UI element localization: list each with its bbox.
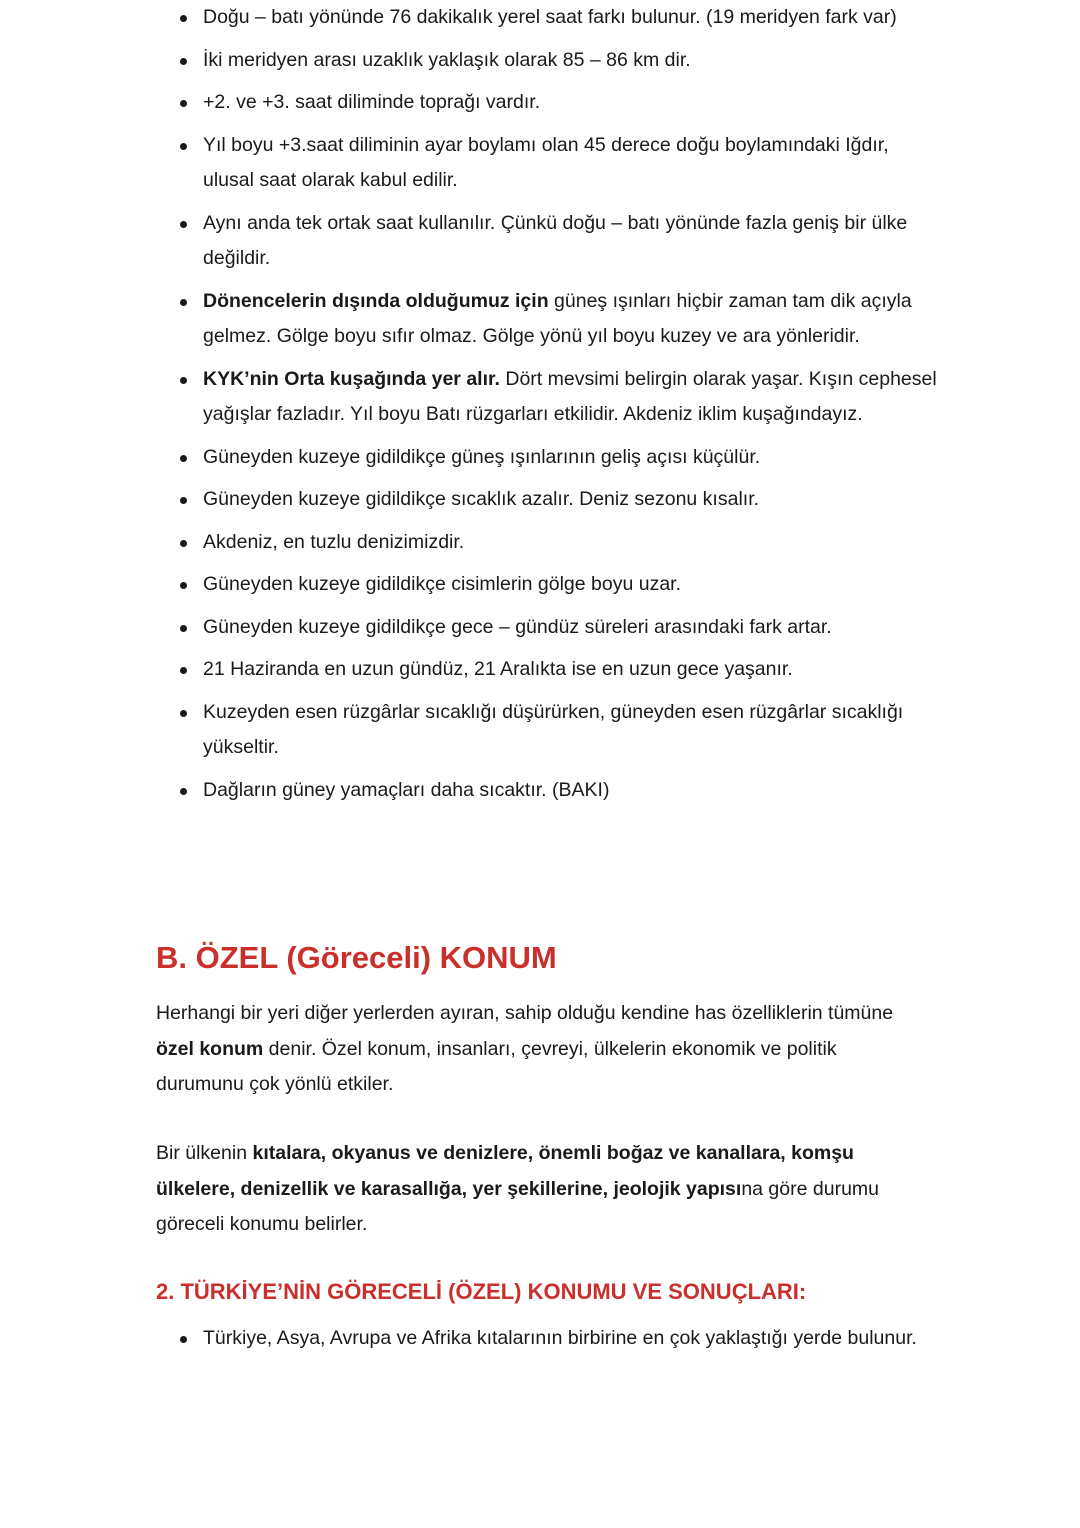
bold-term: kıtalara, okyanus ve denizlere, önemli boğaz ve kanallara, komşu ülkelere, denizellik ve karasallığa, yer şekillerine, jeolojik yapısı (156, 1142, 854, 1200)
list-item: KYK’nin Orta kuşağında yer alır. Dört mevsimi belirgin olarak yaşar. Kışın cephesel yağışlar fazladır. Yıl boyu Batı rüzgarları etkilidir. Akdeniz iklim kuşağındayız. (178, 362, 938, 433)
list-item: Türkiye, Asya, Avrupa ve Afrika kıtalarının birbirine en çok yaklaştığı yerde bulunur. (178, 1321, 938, 1357)
list-item: Güneyden kuzeye gidildikçe cisimlerin gölge boyu uzar. (178, 567, 938, 603)
bullet-list-relative-location (178, 1321, 938, 1364)
list-item: +2. ve +3. saat diliminde toprağı vardır. (178, 85, 938, 121)
section-b-paragraph-2: Bir ülkenin kıtalara, okyanus ve denizlere, önemli boğaz ve kanallara, komşu ülkelere, denizellik ve karasallığa, yer şekillerine, jeolojik yapısına göre durumu göreceli konumu belirler. (156, 1142, 879, 1235)
bullet-list-location-facts (178, 0, 938, 815)
bold-lead: Dönencelerin dışında olduğumuz için (203, 289, 549, 312)
list-item: Yıl boyu +3.saat diliminin ayar boylamı olan 45 derece doğu boylamındaki Iğdır, ulusal saat olarak kabul edilir. (178, 128, 938, 199)
list-item: Akdeniz, en tuzlu denizimizdir. (178, 525, 938, 561)
list-item: Aynı anda tek ortak saat kullanılır. Çünkü doğu – batı yönünde fazla geniş bir ülke değildir. (178, 206, 938, 277)
section-b-paragraph-1: Herhangi bir yeri diğer yerlerden ayıran, sahip olduğu kendine has özelliklerin tümüne özel konum denir. Özel konum, insanları, çevreyi, ülkelerin ekonomik ve politik durumunu çok yönlü etkiler. (156, 1002, 894, 1095)
list-item: Güneyden kuzeye gidildikçe güneş ışınlarının geliş açısı küçülür. (178, 440, 938, 476)
list-item: Kuzeyden esen rüzgârlar sıcaklığı düşürürken, güneyden esen rüzgârlar sıcaklığı yükseltir. (178, 695, 938, 766)
section-2-heading: 2. TÜRKİYE’NİN GÖRECELİ (ÖZEL) KONUMU VE SONUÇLARI: (156, 1279, 807, 1304)
bold-lead: KYK’nin Orta kuşağında yer alır. (203, 367, 500, 390)
bold-term: özel konum (156, 1037, 264, 1060)
list-item: 21 Haziranda en uzun gündüz, 21 Aralıkta ise en uzun gece yaşanır. (178, 652, 938, 688)
list-item: İki meridyen arası uzaklık yaklaşık olarak 85 – 86 km dir. (178, 43, 938, 79)
list-item: Güneyden kuzeye gidildikçe gece – gündüz süreleri arasındaki fark artar. (178, 610, 938, 646)
list-item: Güneyden kuzeye gidildikçe sıcaklık azalır. Deniz sezonu kısalır. (178, 482, 938, 518)
section-b-heading: B. ÖZEL (Göreceli) KONUM (156, 940, 557, 975)
list-item: Dönencelerin dışında olduğumuz için güneş ışınları hiçbir zaman tam dik açıyla gelmez. Gölge boyu sıfır olmaz. Gölge yönü yıl boyu kuzey ve ara yönleridir. (178, 284, 938, 355)
list-item: Doğu – batı yönünde 76 dakikalık yerel saat farkı bulunur. (19 meridyen fark var) (178, 0, 938, 36)
list-item: Dağların güney yamaçları daha sıcaktır. (BAKI) (178, 773, 938, 809)
